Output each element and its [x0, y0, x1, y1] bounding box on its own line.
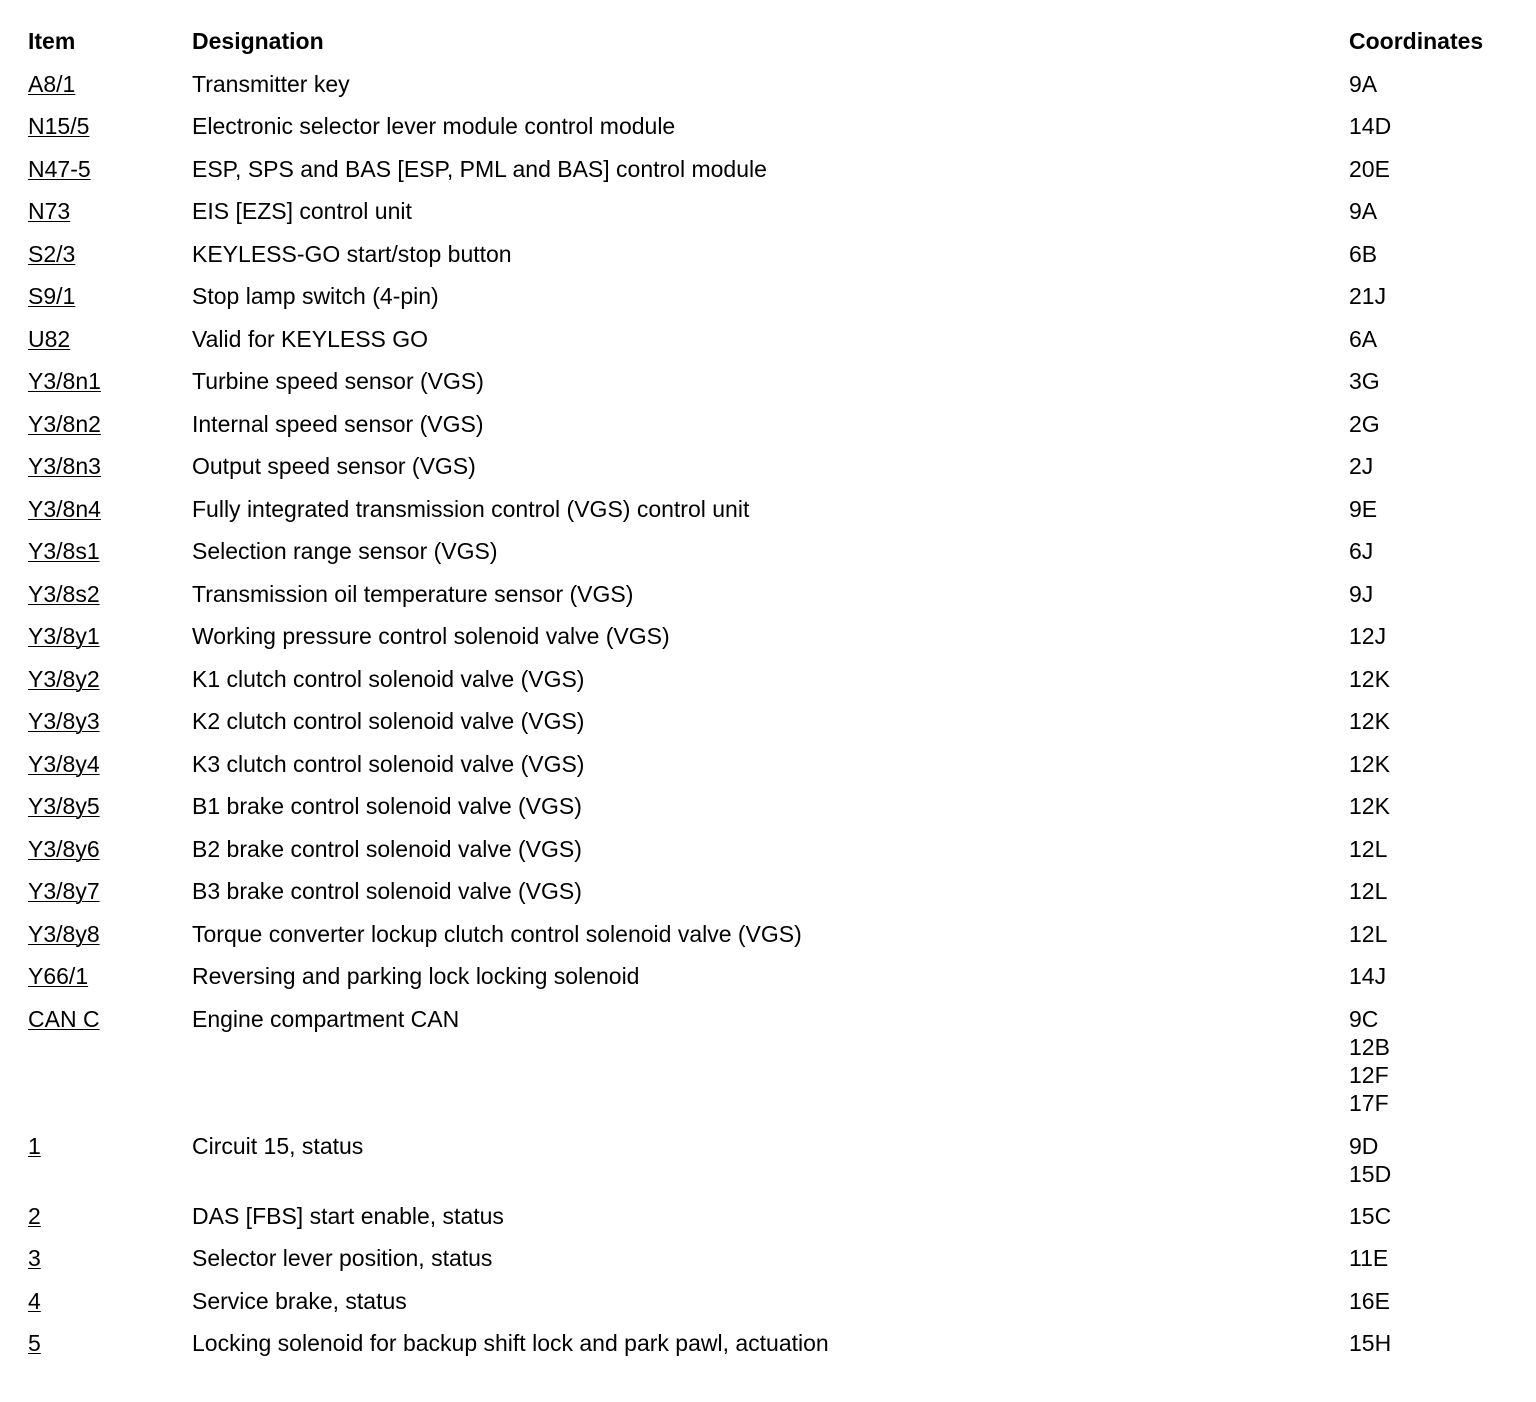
designation-cell: DAS [FBS] start enable, status: [192, 1203, 504, 1229]
item-cell: [28, 920, 100, 948]
coordinate-value: 6J: [1349, 538, 1374, 564]
coordinate-value: 9J: [1349, 581, 1374, 607]
item-link[interactable]: 3: [28, 1245, 41, 1271]
item-cell: [28, 1244, 41, 1272]
column-header-coordinates: Coordinates: [1349, 28, 1484, 54]
coordinate-value: 9D: [1349, 1133, 1379, 1159]
coordinates-cell: [1349, 155, 1390, 183]
coordinates-cell: [1349, 197, 1377, 225]
item-cell: [28, 877, 100, 905]
item-cell: [28, 1005, 100, 1033]
coordinates-cell: [1349, 622, 1386, 650]
item-cell: [28, 325, 70, 353]
coordinates-cell: [1349, 325, 1377, 353]
designation-cell: Internal speed sensor (VGS): [192, 411, 484, 437]
item-cell: [28, 962, 88, 990]
coordinate-value: 2G: [1349, 411, 1380, 437]
item-link[interactable]: Y3/8y1: [28, 623, 100, 649]
item-cell: [28, 537, 100, 565]
designation-cell: ESP, SPS and BAS [ESP, PML and BAS] control module: [192, 156, 767, 182]
item-link[interactable]: Y3/8s1: [28, 538, 100, 564]
coordinates-cell: [1349, 835, 1387, 863]
item-link[interactable]: 4: [28, 1288, 41, 1314]
designation-cell: Fully integrated transmission control (VGS) control unit: [192, 496, 750, 522]
item-link[interactable]: Y3/8n1: [28, 368, 101, 394]
designation-cell: Engine compartment CAN: [192, 1006, 460, 1032]
coordinates-cell: [1349, 367, 1380, 395]
coordinates-cell: [1349, 792, 1390, 820]
coordinates-cell: [1349, 1005, 1390, 1117]
designation-cell: Selection range sensor (VGS): [192, 538, 498, 564]
coordinates-cell: [1349, 537, 1373, 565]
item-link[interactable]: S2/3: [28, 241, 76, 267]
designation-cell: Transmitter key: [192, 71, 350, 97]
item-link[interactable]: Y3/8n3: [28, 453, 101, 479]
designation-cell: Stop lamp switch (4-pin): [192, 283, 439, 309]
designation-cell: K3 clutch control solenoid valve (VGS): [192, 751, 585, 777]
designation-cell: Selector lever position, status: [192, 1245, 493, 1271]
item-link[interactable]: Y3/8n4: [28, 496, 101, 522]
coordinate-value: 21J: [1349, 283, 1387, 309]
coordinate-value: 20E: [1349, 156, 1390, 182]
coordinate-value: 16E: [1349, 1288, 1390, 1314]
item-cell: [28, 155, 91, 183]
item-link[interactable]: Y3/8s2: [28, 581, 100, 607]
coordinate-value: 11E: [1349, 1245, 1389, 1271]
designation-cell: Torque converter lockup clutch control solenoid valve (VGS): [192, 921, 802, 947]
coordinates-cell: [1349, 70, 1377, 98]
coordinate-value: 12L: [1349, 836, 1388, 862]
coordinate-value: 9E: [1349, 496, 1378, 522]
designation-cell: Valid for KEYLESS GO: [192, 326, 429, 352]
item-link[interactable]: Y66/1: [28, 963, 89, 989]
item-cell: [28, 665, 100, 693]
item-link[interactable]: Y3/8y7: [28, 878, 100, 904]
item-cell: [28, 580, 100, 608]
coordinate-value: 6A: [1349, 326, 1378, 352]
item-link[interactable]: Y3/8n2: [28, 411, 101, 437]
coordinates-cell: [1349, 920, 1387, 948]
item-link[interactable]: N47-5: [28, 156, 91, 182]
item-cell: [28, 1287, 41, 1315]
coordinate-value: 17F: [1349, 1090, 1389, 1116]
item-cell: [28, 1202, 41, 1230]
coordinates-cell: [1349, 1132, 1391, 1188]
item-cell: [28, 707, 100, 735]
item-link[interactable]: CAN C: [28, 1006, 100, 1032]
coordinate-value: 6B: [1349, 241, 1378, 267]
item-link[interactable]: Y3/8y5: [28, 793, 100, 819]
coordinate-value: 15H: [1349, 1330, 1392, 1356]
designation-cell: Working pressure control solenoid valve (VGS): [192, 623, 670, 649]
item-link[interactable]: N15/5: [28, 113, 90, 139]
item-link[interactable]: Y3/8y4: [28, 751, 100, 777]
designation-cell: Output speed sensor (VGS): [192, 453, 476, 479]
coordinates-cell: [1349, 452, 1373, 480]
coordinate-value: 12K: [1349, 793, 1390, 819]
item-cell: [28, 792, 100, 820]
item-link[interactable]: 1: [28, 1133, 41, 1159]
item-link[interactable]: Y3/8y3: [28, 708, 100, 734]
designation-cell: Circuit 15, status: [192, 1133, 364, 1159]
item-link[interactable]: Y3/8y8: [28, 921, 100, 947]
coordinate-value: 12K: [1349, 708, 1390, 734]
coordinates-cell: [1349, 495, 1377, 523]
item-cell: [28, 495, 101, 523]
coordinate-value: 9A: [1349, 71, 1378, 97]
item-link[interactable]: U82: [28, 326, 71, 352]
designation-cell: Transmission oil temperature sensor (VGS): [192, 581, 634, 607]
coordinate-value: 9C: [1349, 1006, 1379, 1032]
designation-cell: B1 brake control solenoid valve (VGS): [192, 793, 582, 819]
designation-cell: K2 clutch control solenoid valve (VGS): [192, 708, 585, 734]
coordinates-cell: [1349, 410, 1380, 438]
item-cell: [28, 240, 75, 268]
coordinate-value: 12F: [1349, 1062, 1389, 1088]
item-cell: [28, 112, 89, 140]
coordinates-cell: [1349, 1244, 1388, 1272]
designation-cell: KEYLESS-GO start/stop button: [192, 241, 512, 267]
coordinate-value: 12B: [1349, 1034, 1390, 1060]
item-link[interactable]: 2: [28, 1203, 41, 1229]
coordinates-cell: [1349, 112, 1391, 140]
item-link[interactable]: S9/1: [28, 283, 76, 309]
item-link[interactable]: Y3/8y6: [28, 836, 100, 862]
designation-cell: Service brake, status: [192, 1288, 407, 1314]
designation-cell: EIS [EZS] control unit: [192, 198, 412, 224]
coordinates-cell: [1349, 707, 1390, 735]
coordinate-value: 15C: [1349, 1203, 1392, 1229]
coordinates-cell: [1349, 1329, 1391, 1357]
designation-cell: Locking solenoid for backup shift lock and park pawl, actuation: [192, 1330, 829, 1356]
item-link[interactable]: N73: [28, 198, 71, 224]
item-cell: [28, 197, 70, 225]
coordinate-value: 12K: [1349, 751, 1390, 777]
designation-cell: B2 brake control solenoid valve (VGS): [192, 836, 582, 862]
coordinates-cell: [1349, 580, 1373, 608]
item-cell: [28, 1132, 41, 1160]
coordinates-cell: [1349, 877, 1387, 905]
coordinate-value: 2J: [1349, 453, 1374, 479]
designation-cell: Reversing and parking lock locking solenoid: [192, 963, 640, 989]
coordinate-value: 12L: [1349, 878, 1388, 904]
designation-cell: K1 clutch control solenoid valve (VGS): [192, 666, 585, 692]
column-header-item: Item: [28, 28, 76, 54]
item-cell: [28, 452, 101, 480]
item-cell: [28, 70, 75, 98]
coordinate-value: 12K: [1349, 666, 1390, 692]
item-cell: [28, 622, 100, 650]
column-header-designation: Designation: [192, 28, 324, 54]
designation-cell: B3 brake control solenoid valve (VGS): [192, 878, 582, 904]
item-link[interactable]: Y3/8y2: [28, 666, 100, 692]
coordinate-value: 3G: [1349, 368, 1380, 394]
coordinates-cell: [1349, 240, 1377, 268]
coordinate-value: 9A: [1349, 198, 1378, 224]
item-cell: [28, 835, 100, 863]
item-cell: [28, 367, 101, 395]
designation-cell: Electronic selector lever module control module: [192, 113, 676, 139]
coordinates-cell: [1349, 282, 1386, 310]
item-cell: [28, 1329, 41, 1357]
item-link[interactable]: 5: [28, 1330, 41, 1356]
item-link[interactable]: A8/1: [28, 71, 76, 97]
coordinates-cell: [1349, 1287, 1390, 1315]
coordinates-cell: [1349, 665, 1390, 693]
coordinate-value: 15D: [1349, 1161, 1392, 1187]
coordinate-value: 14D: [1349, 113, 1392, 139]
item-cell: [28, 410, 101, 438]
coordinates-cell: [1349, 750, 1390, 778]
coordinate-value: 12L: [1349, 921, 1388, 947]
coordinates-cell: [1349, 1202, 1391, 1230]
designation-cell: Turbine speed sensor (VGS): [192, 368, 484, 394]
coordinate-value: 12J: [1349, 623, 1387, 649]
coordinate-value: 14J: [1349, 963, 1387, 989]
coordinates-cell: [1349, 962, 1386, 990]
item-cell: [28, 750, 100, 778]
item-cell: [28, 282, 75, 310]
